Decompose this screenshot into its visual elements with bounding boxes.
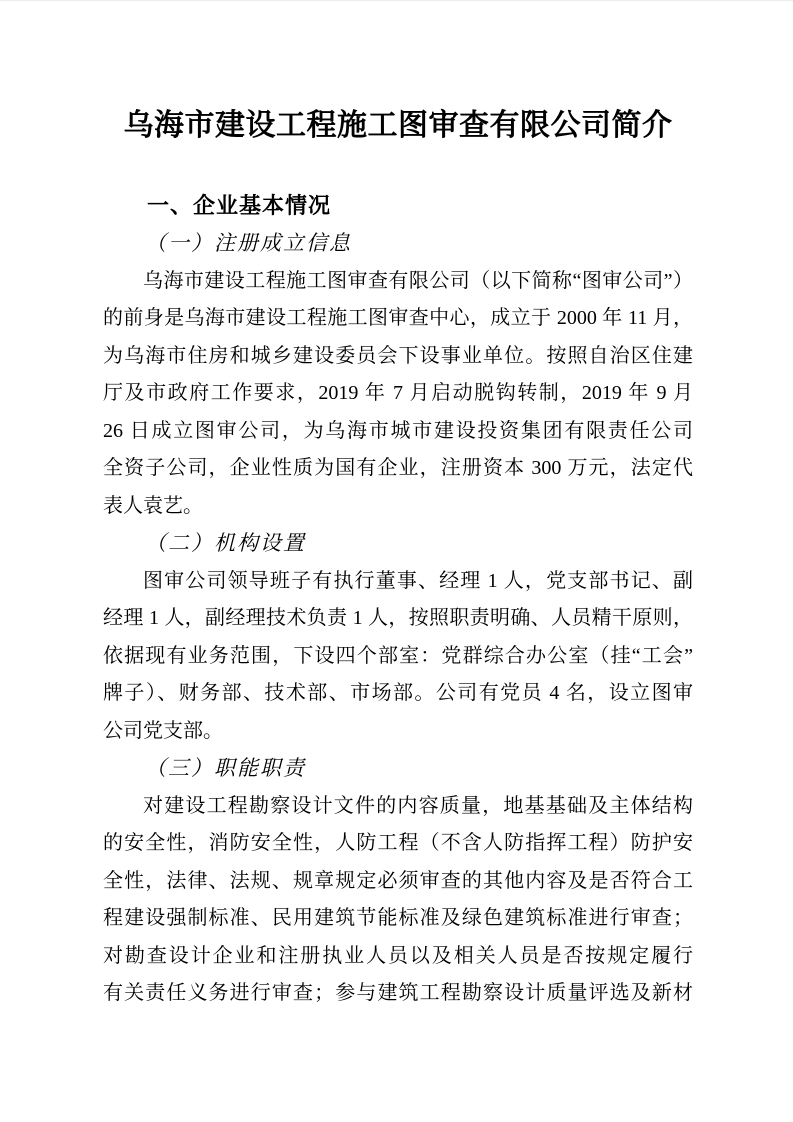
text-line: 的安全性，消防安全性，人防工程（不含人防指挥工程）防护安 (103, 832, 693, 854)
paragraph-registration (103, 263, 693, 526)
text-line: 经理 1 人，副经理技术负责 1 人，按照职责明确、人员精干原则， (103, 607, 693, 629)
text-line: 全资子公司，企业性质为国有企业，注册资本 300 万元，法定代 (103, 457, 693, 479)
text-line: 26 日成立图审公司，为乌海市城市建设投资集团有限责任公司 (103, 419, 693, 442)
text-line: 厅及市政府工作要求，2019 年 7 月启动脱钩转制，2019 年 9 月 (103, 382, 693, 404)
subsection-heading-registration: （一）注册成立信息 (145, 231, 352, 255)
text-line: 有关责任义务进行审查；参与建筑工程勘察设计质量评选及新材 (103, 982, 693, 1004)
subsection-registration (103, 225, 693, 525)
section-heading: 一、企业基本情况 (147, 193, 332, 218)
text-line: 对建设工程勘察设计文件的内容质量，地基基础及主体结构 (143, 794, 693, 817)
text-line: 表人袁艺。 (103, 494, 203, 517)
text-line: 乌海市建设工程施工图审查有限公司（以下简称“图审公司”） (143, 269, 693, 292)
paragraph-organization (103, 563, 693, 751)
text-line: 程建设强制标准、民用建筑节能标准及绿色建筑标准进行审查； (103, 907, 693, 929)
paragraph-duties (103, 788, 693, 1013)
text-line: 对勘查设计企业和注册执业人员以及相关人员是否按规定履行 (103, 944, 693, 967)
text-line: 全性，法律、法规、规章规定必须审查的其他内容及是否符合工 (103, 869, 693, 892)
text-line: 公司党支部。 (103, 719, 223, 742)
subsection-duties (103, 750, 693, 1013)
text-line: 图审公司领导班子有执行董事、经理 1 人，党支部书记、副 (143, 569, 693, 592)
subsection-heading-duties: （三）职能职责 (145, 756, 306, 780)
document-title: 乌海市建设工程施工图审查有限公司简介 (123, 109, 673, 142)
subsection-organization (103, 525, 693, 750)
text-line: 牌子）、财务部、技术部、市场部。公司有党员 4 名，设立图审 (103, 682, 693, 704)
subsection-heading-organization: （二）机构设置 (145, 531, 306, 555)
text-line: 为乌海市住房和城乡建设委员会下设事业单位。按照自治区住建 (103, 344, 693, 367)
text-line: 的前身是乌海市建设工程施工图审查中心，成立于 2000 年 11 月， (103, 307, 693, 329)
text-line: 依据现有业务范围，下设四个部室：党群综合办公室（挂“工会” (103, 644, 693, 667)
